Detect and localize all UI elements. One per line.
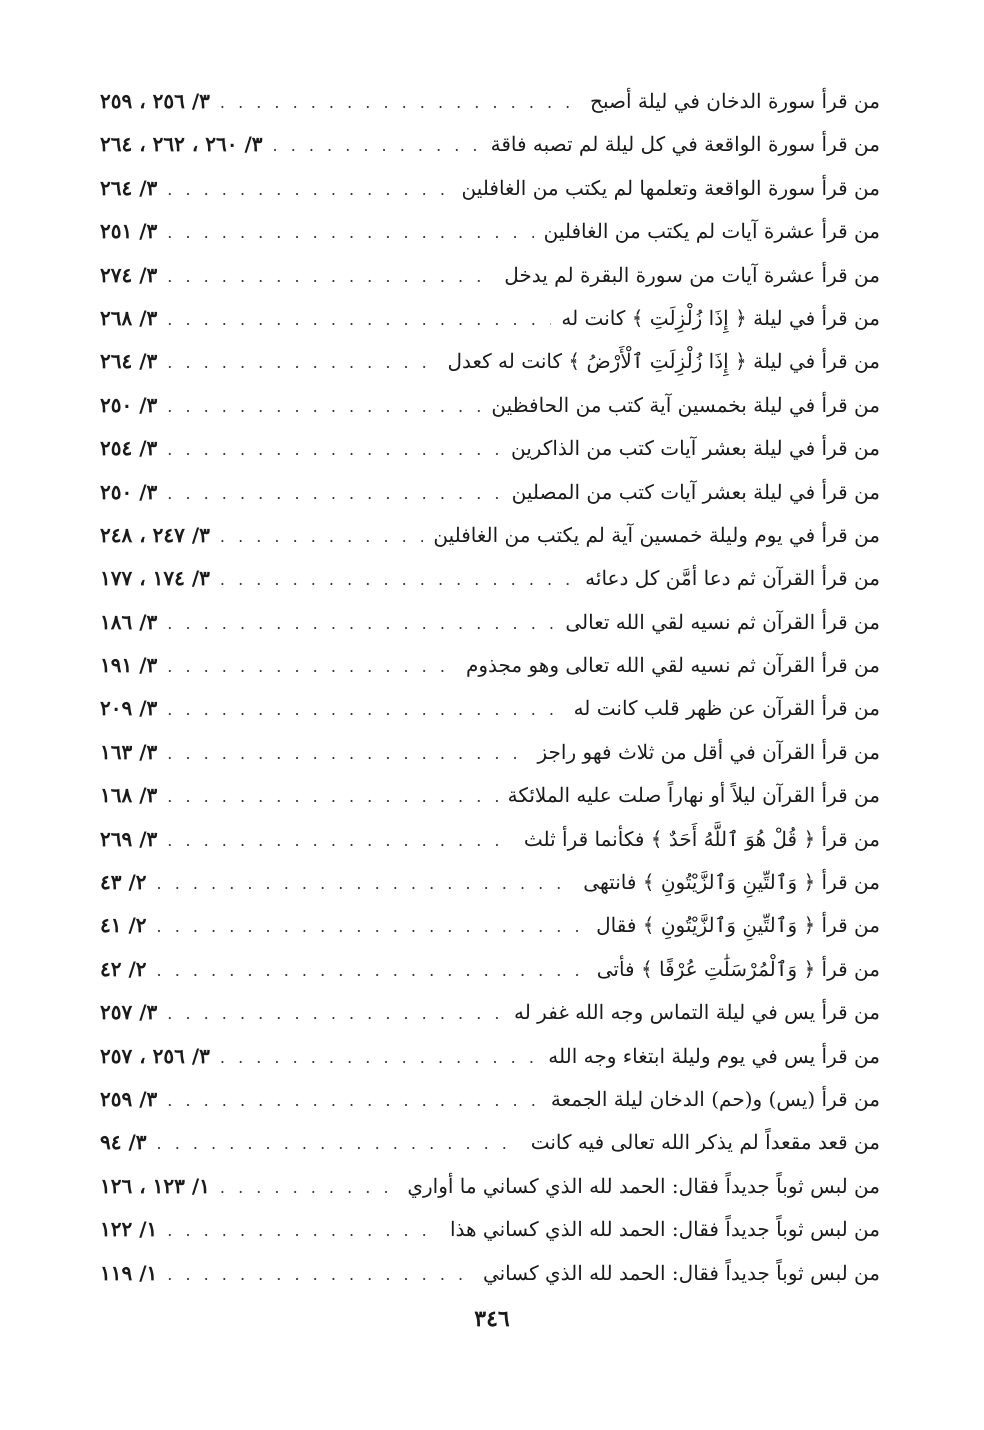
index-entry (100, 80, 880, 123)
entry-reference: ٣/ ٢٦٤ (100, 349, 158, 374)
index-entry (100, 297, 880, 340)
leader-dots (167, 168, 451, 211)
leader-dots (167, 211, 533, 254)
leader-dots (167, 472, 501, 515)
index-entry (100, 1035, 880, 1078)
index-entry (100, 123, 880, 166)
index-entry (100, 644, 880, 687)
leader-dots (167, 255, 494, 298)
leader-dots (167, 1209, 440, 1252)
entry-text: من قرأ القرآن ثم نسيه لقي الله تعالى (565, 609, 880, 634)
leader-dots (220, 1036, 538, 1079)
index-entry (100, 991, 880, 1034)
entry-reference: ٣/ ٢٤٧ ، ٢٤٨ (100, 522, 210, 547)
leader-dots (167, 645, 456, 688)
entry-text: من قرأ (يس) و(حم) الدخان ليلة الجمعة (550, 1086, 880, 1111)
entry-text: من لبس ثوباً جديداً فقال: الحمد لله الذي كساني هذا (449, 1217, 880, 1242)
entry-reference: ١/ ١٢٢ (100, 1217, 158, 1242)
leader-dots (157, 949, 587, 992)
leader-dots (157, 1122, 521, 1165)
entry-text: من قرأ سورة الواقعة في كل ليلة لم تصبه فاقة (490, 132, 880, 157)
leader-dots (167, 602, 555, 645)
index-entry (100, 427, 880, 470)
entry-text: من قرأ القرآن ثم دعا أمَّن كل دعائه (585, 566, 880, 591)
entry-text: من قرأ ﴿ وَٱلتِّينِ وَٱلزَّيْتُونِ ﴾ فقال (596, 913, 880, 938)
entry-reference: ٢/ ٤١ (100, 913, 147, 938)
entry-text: من قرأ القرآن في أقل من ثلاث فهو راجز (537, 739, 880, 764)
entry-reference: ٣/ ١٦٣ (100, 739, 158, 764)
leader-dots (167, 428, 501, 471)
index-entry (100, 1165, 880, 1208)
entry-reference: ٣/ ٢٧٤ (100, 262, 158, 287)
entry-reference: ٣/ ٢٥٠ (100, 392, 158, 417)
entry-text: من قرأ القرآن ثم نسيه لقي الله تعالى وهو مجذوم (465, 653, 880, 678)
index-page (100, 80, 880, 1295)
leader-dots (273, 124, 481, 167)
entry-reference: ٣/ ١٩١ (100, 653, 158, 678)
index-entry (100, 210, 880, 253)
entry-text: من قرأ ﴿ قُلْ هُوَ ٱللَّهُ أَحَدٌ ﴾ فكأنما قرأ ثلث (523, 826, 880, 851)
entry-text: من لبس ثوباً جديداً فقال: الحمد لله الذي كساني (482, 1260, 880, 1285)
entry-reference: ٣/ ٢٥٦ ، ٢٥٩ (100, 89, 210, 113)
entry-reference: ٣/ ٢٥٩ (100, 1086, 158, 1111)
index-entry (100, 1078, 880, 1121)
entry-text: من قرأ القرآن عن ظهر قلب كانت له (573, 696, 880, 721)
entry-reference: ٣/ ٢٦٠ ، ٢٦٢ ، ٢٦٤ (100, 132, 263, 157)
entry-reference: ١/ ١١٩ (100, 1260, 158, 1285)
entry-text: من قعد مقعداً لم يذكر الله تعالى فيه كانت (530, 1130, 880, 1155)
index-entry (100, 818, 880, 861)
entry-text: من لبس ثوباً جديداً فقال: الحمد لله الذي كساني ما أواري (407, 1173, 880, 1198)
index-entry (100, 904, 880, 947)
entry-reference: ٢/ ٤٣ (100, 870, 147, 895)
entry-text: من قرأ عشرة آيات من سورة البقرة لم يدخل (504, 262, 880, 287)
index-entry (100, 774, 880, 817)
entry-text: من قرأ عشرة آيات لم يكتب من الغافلين (543, 219, 880, 244)
index-entry (100, 731, 880, 774)
leader-dots (167, 819, 514, 862)
entry-reference: ٣/ ٢٦٩ (100, 826, 158, 851)
entry-text: من قرأ سورة الواقعة وتعلمها لم يكتب من الغافلين (461, 175, 880, 200)
index-entry (100, 557, 880, 600)
index-entry (100, 340, 880, 383)
index-entry (100, 167, 880, 210)
entry-text: من قرأ في يوم وليلة خمسين آية لم يكتب من الغافلين (433, 522, 880, 547)
index-entry (100, 948, 880, 991)
leader-dots (167, 775, 497, 818)
leader-dots (157, 905, 587, 948)
entry-text: من قرأ ﴿ وَٱلْمُرْسَلَٰتِ عُرْفًا ﴾ فأتى (596, 956, 880, 981)
index-entry (100, 601, 880, 644)
entry-reference: ٣/ ٢٥٠ (100, 479, 158, 504)
leader-dots (220, 1166, 397, 1209)
index-entry (100, 1252, 880, 1295)
entry-reference: ٣/ ٩٤ (100, 1130, 147, 1155)
entry-text: من قرأ في ليلة ﴿ إِذَا زُلْزِلَتِ ٱلْأَرْضُ ﴾ كانت له كعدل (447, 349, 880, 374)
entry-text: من قرأ ﴿ وَٱلتِّينِ وَٱلزَّيْتُونِ ﴾ فانتهى (583, 870, 880, 895)
index-entry (100, 1121, 880, 1164)
entry-text: من قرأ في ليلة بعشر آيات كتب من المصلين (511, 479, 880, 504)
index-entry-list (100, 80, 880, 1295)
index-entry (100, 514, 880, 557)
entry-text: من قرأ في ليلة ﴿ إِذَا زُلْزِلَتِ ﴾ كانت له (561, 305, 880, 330)
entry-reference: ٣/ ١٧٤ ، ١٧٧ (100, 566, 210, 591)
leader-dots (220, 515, 423, 558)
leader-dots (157, 862, 574, 905)
entry-reference: ٣/ ٢٠٩ (100, 696, 158, 721)
entry-text: من قرأ في ليلة بعشر آيات كتب من الذاكرين (511, 436, 880, 461)
entry-reference: ٣/ ١٨٦ (100, 609, 158, 634)
index-entry (100, 1208, 880, 1251)
leader-dots (167, 1253, 473, 1296)
leader-dots (167, 992, 504, 1035)
entry-text: من قرأ في ليلة بخمسين آية كتب من الحافظين (491, 392, 880, 417)
index-entry (100, 254, 880, 297)
page-number: ٣٤٦ (474, 1306, 510, 1332)
leader-dots (167, 1079, 541, 1122)
entry-reference: ١/ ١٢٣ ، ١٢٦ (100, 1173, 210, 1198)
leader-dots (220, 558, 575, 601)
leader-dots (167, 688, 563, 731)
entry-reference: ٣/ ٢٥٧ (100, 1000, 158, 1025)
leader-dots (167, 298, 551, 341)
leader-dots (167, 732, 527, 775)
entry-reference: ٣/ ٢٦٤ (100, 175, 158, 200)
entry-text: من قرأ سورة الدخان في ليلة أصبح (590, 89, 880, 113)
entry-text: من قرأ يس في ليلة التماس وجه الله غفر له (514, 1000, 880, 1025)
entry-reference: ٣/ ٢٥٤ (100, 436, 158, 461)
entry-reference: ٣/ ٢٥٦ ، ٢٥٧ (100, 1043, 210, 1068)
entry-reference: ٣/ ٢٦٨ (100, 305, 158, 330)
index-entry (100, 861, 880, 904)
entry-reference: ٣/ ١٦٨ (100, 783, 158, 808)
index-entry (100, 384, 880, 427)
entry-reference: ٣/ ٢٥١ (100, 219, 158, 244)
leader-dots (167, 341, 437, 384)
index-entry (100, 471, 880, 514)
entry-text: من قرأ القرآن ليلاً أو نهاراً صلت عليه الملائكة (507, 783, 880, 808)
entry-reference: ٢/ ٤٢ (100, 956, 147, 981)
index-entry (100, 687, 880, 730)
entry-text: من قرأ يس في يوم وليلة ابتغاء وجه الله (548, 1043, 880, 1068)
leader-dots (167, 385, 481, 428)
leader-dots (220, 81, 580, 124)
